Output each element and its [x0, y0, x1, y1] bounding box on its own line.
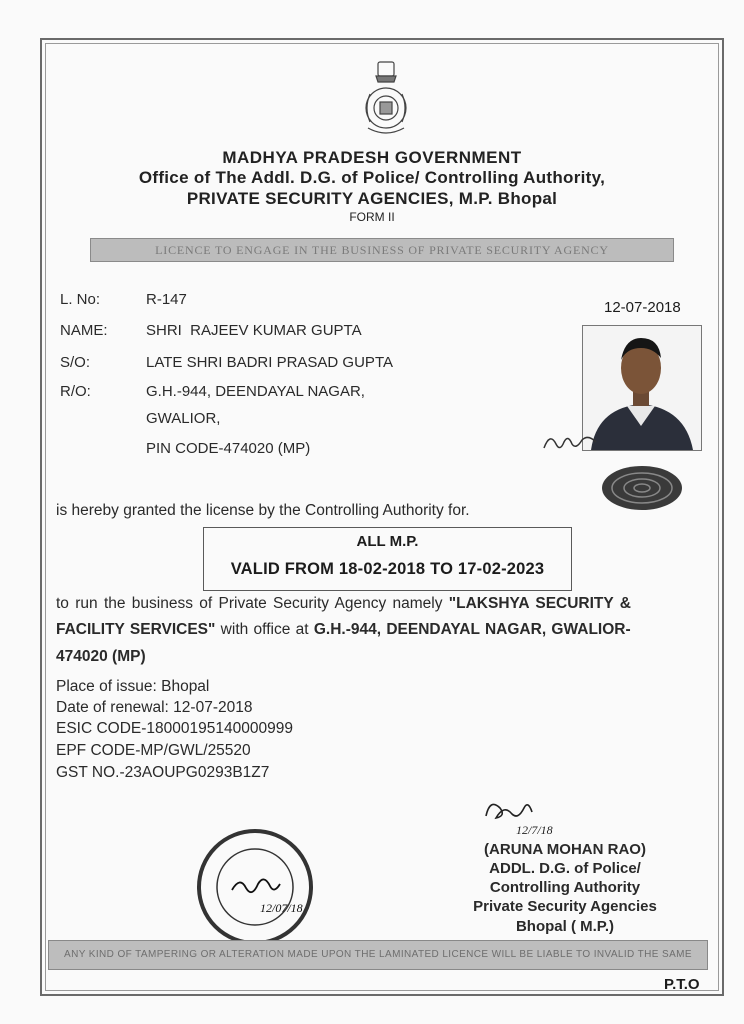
applicant-signature-icon — [540, 428, 600, 458]
validity-area: ALL M.P. — [356, 533, 419, 550]
pto-text: P.T.O — [664, 976, 700, 993]
officer-name: (ARUNA MOHAN RAO) — [484, 841, 646, 858]
licence-no-label: L. No: — [60, 291, 101, 308]
officer-title-3: Private Security Agencies — [473, 898, 657, 915]
header-agencies: PRIVATE SECURITY AGENCIES, M.P. Bhopal — [186, 189, 558, 208]
ro-line3: PIN CODE-474020 (MP) — [146, 440, 311, 457]
validity-period: VALID FROM 18-02-2018 TO 17-02-2023 — [230, 560, 545, 578]
grant-text: is hereby granted the license by the Controlling Authority for. — [56, 502, 470, 519]
place-of-issue: Place of issue: Bhopal — [56, 678, 210, 695]
form-number: FORM II — [349, 210, 395, 224]
office-address: G.H.-944, DEENDAYAL NAGAR, GWALIOR- — [313, 621, 631, 638]
officer-title-4: Bhopal ( M.P.) — [515, 918, 615, 935]
so-value: LATE SHRI BADRI PRASAD GUPTA — [146, 354, 393, 371]
name-label: NAME: — [60, 322, 108, 339]
ro-label: R/O: — [60, 383, 91, 400]
name-value: SHRI RAJEEV KUMAR GUPTA — [146, 322, 362, 339]
licence-no-value: R-147 — [146, 291, 187, 308]
business-line-3 — [56, 648, 720, 666]
validity-box — [203, 527, 572, 591]
business-line-1 — [56, 595, 720, 613]
header-office: Office of The Addl. D.G. of Police/ Controlling Authority, — [138, 168, 606, 187]
officer-signature-icon — [480, 792, 570, 840]
so-label: S/O: — [60, 354, 91, 371]
officer-title-1: ADDL. D.G. of Police/ — [489, 860, 641, 877]
issue-date: 12-07-2018 — [604, 299, 681, 316]
business-intro: to run the business of Private Security Agency namely — [56, 595, 449, 612]
gst-number: GST NO.-23AOUPG0293B1Z7 — [56, 764, 270, 781]
applicant-photo — [582, 325, 702, 451]
business-line-2 — [56, 621, 720, 639]
agency-name-part2: FACILITY SERVICES" — [56, 621, 216, 638]
stamp-date: 12/07/18 — [260, 901, 303, 915]
official-stamp-icon — [196, 828, 314, 946]
police-emblem-icon — [356, 58, 416, 144]
header-government: MADHYA PRADESH GOVERNMENT — [222, 148, 522, 167]
signature-date: 12/7/18 — [516, 823, 553, 837]
officer-title-2: Controlling Authority — [489, 879, 641, 896]
date-of-renewal: Date of renewal: 12-07-2018 — [56, 699, 253, 716]
ro-line1: G.H.-944, DEENDAYAL NAGAR, — [146, 383, 365, 400]
ro-line2: GWALIOR, — [146, 410, 221, 427]
office-at-text: with office at — [215, 621, 314, 638]
epf-code: EPF CODE-MP/GWL/25520 — [56, 742, 251, 759]
agency-name-part1: "LAKSHYA SECURITY & — [448, 595, 631, 612]
office-pin: 474020 (MP) — [56, 648, 146, 665]
licence-banner: LICENCE TO ENGAGE IN THE BUSINESS OF PRIVATE SECURITY AGENCY — [90, 238, 674, 262]
esic-code: ESIC CODE-18000195140000999 — [56, 720, 293, 737]
tampering-warning: ANY KIND OF TAMPERING OR ALTERATION MADE UPON THE LAMINATED LICENCE WILL BE LIABLE TO INVALID THE SAME — [48, 940, 708, 970]
